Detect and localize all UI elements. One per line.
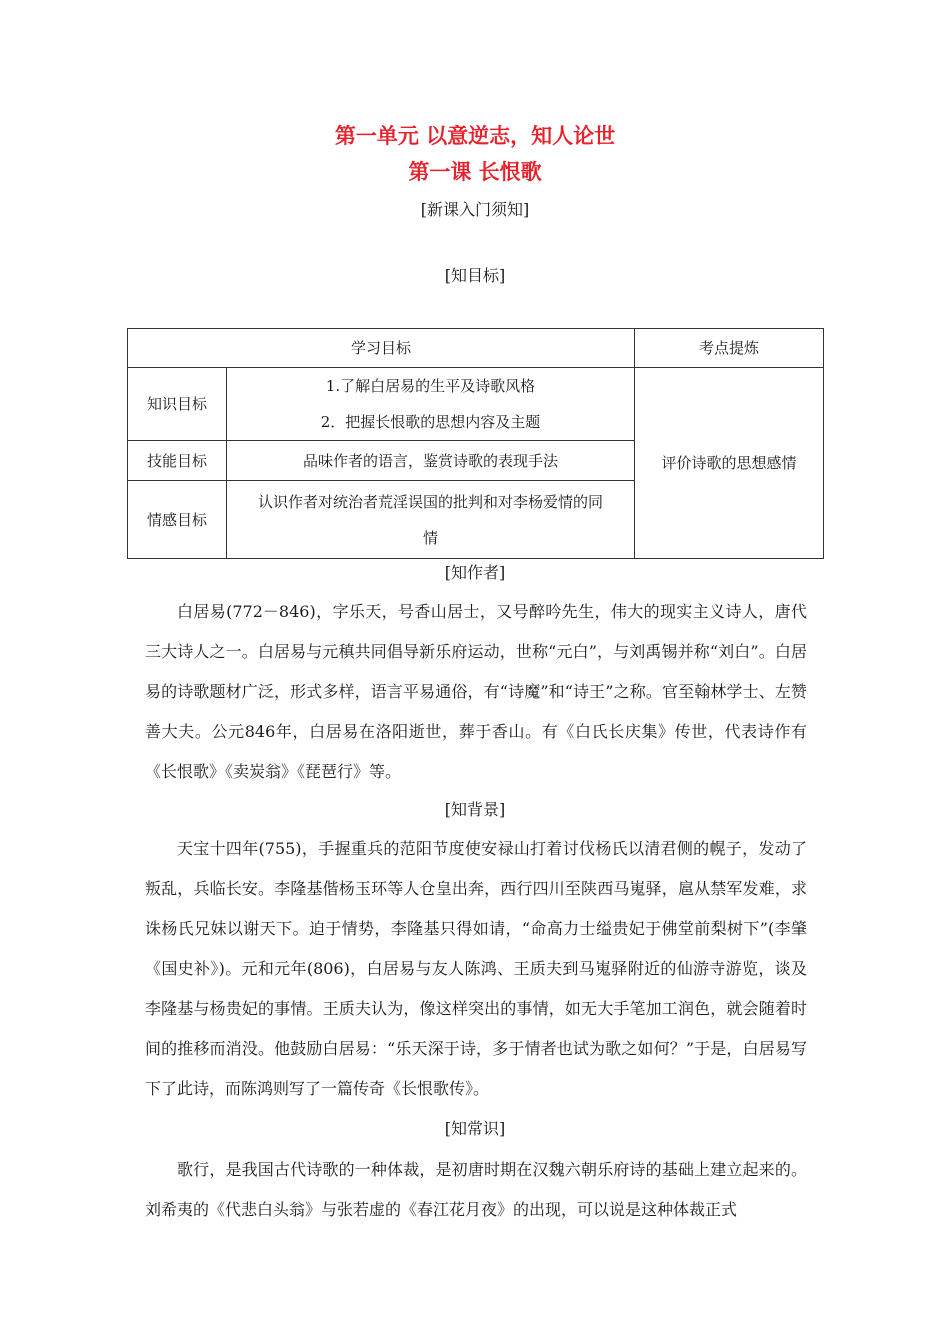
row-content-emotion [227, 481, 635, 559]
row-label-skill: 技能目标 [128, 441, 227, 481]
goals-table [127, 328, 824, 559]
section-note: [新课入门须知] [420, 200, 530, 219]
row-label-emotion: 情感目标 [128, 481, 227, 559]
knowledge-goal-1: 1.了解白居易的生平及诗歌风格 [325, 377, 536, 395]
background-heading: [知背景] [444, 800, 506, 819]
common-paragraph: 歌行，是我国古代诗歌的一种体裁，是初唐时期在汉魏六朝乐府诗的基础上建立起来的。刘希夷的《代悲白头翁》与张若虚的《春江花月夜》的出现，可以说是这种体裁正式 [145, 1160, 807, 1219]
author-heading: [知作者] [444, 563, 506, 582]
goals-heading: [知目标] [444, 266, 506, 285]
emotion-goal-line2: 情 [422, 528, 438, 547]
knowledge-goal-2: 2．把握长恨歌的思想内容及主题 [320, 413, 541, 431]
row-content-knowledge [227, 368, 635, 441]
header-learning-goals: 学习目标 [128, 329, 635, 368]
lesson-title: 第一课 长恨歌 [408, 160, 542, 184]
row-content-skill: 品味作者的语言，鉴赏诗歌的表现手法 [227, 441, 635, 481]
row-label-knowledge: 知识目标 [128, 368, 227, 441]
key-points-cell: 评价诗歌的思想感情 [635, 368, 824, 559]
author-paragraph: 白居易(772－846)，字乐天，号香山居士，又号醉吟先生，伟大的现实主义诗人，唐代三大诗人之一。白居易与元稹共同倡导新乐府运动，世称“元白”，与刘禹锡并称“刘白”。白居易的诗歌题材广泛，形式多样，语言平易通俗，有“诗魔”和“诗王”之称。官至翰林学士、左赞善大夫。公元846年，白居易在洛阳逝世，葬于香山。有《白氏长庆集》传世，代表诗作有《长恨歌》《卖炭翁》《琵琶行》等。 [145, 602, 807, 781]
header-key-points: 考点提炼 [635, 329, 824, 368]
common-heading: [知常识] [444, 1119, 506, 1138]
background-paragraph: 天宝十四年(755)，手握重兵的范阳节度使安禄山打着讨伐杨氏以清君侧的幌子，发动了叛乱，兵临长安。李隆基偕杨玉环等人仓皇出奔，西行四川至陕西马嵬驿，扈从禁军发难，求诛杨氏兄妹以谢天下。迫于情势，李隆基只得如请，“命高力士缢贵妃于佛堂前梨树下”(李肇《国史补》)。元和元年(806)，白居易与友人陈鸿、王质夫到马嵬驿附近的仙游寺游览，谈及李隆基与杨贵妃的事情。王质夫认为，像这样突出的事情，如无大手笔加工润色，就会随着时间的推移而消没。他鼓励白居易：“乐天深于诗，多于情者也试为歌之如何？”于是，白居易写下了此诗，而陈鸿则写了一篇传奇《长恨歌传》。 [145, 839, 807, 1098]
unit-title: 第一单元 以意逆志，知人论世 [334, 124, 616, 148]
emotion-goal-line1: 认识作者对统治者荒淫误国的批判和对李杨爱情的同 [257, 492, 603, 511]
